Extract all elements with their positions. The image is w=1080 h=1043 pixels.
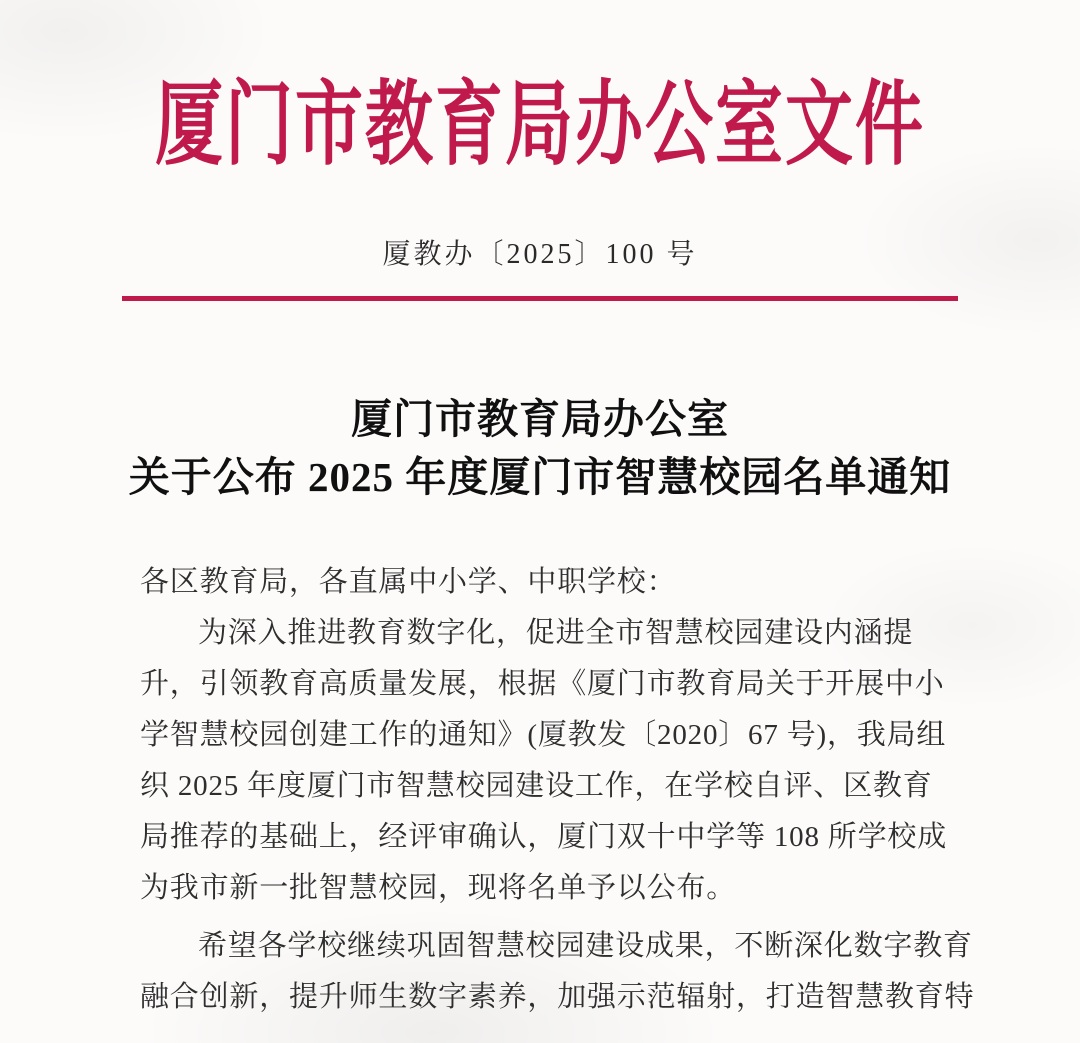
- body-line: 升，引领教育高质量发展，根据《厦门市教育局关于开展中小: [140, 668, 945, 700]
- body-line: 为我市新一批智慧校园，现将名单予以公布。: [140, 872, 737, 904]
- body-line: 学智慧校园创建工作的通知》(厦教发〔2020〕67 号)，我局组: [140, 719, 947, 751]
- document-title: [0, 390, 1080, 506]
- document-title-line2: 关于公布 2025 年度厦门市智慧校园名单通知: [128, 454, 952, 500]
- red-divider-rule: [122, 296, 958, 301]
- document-masthead-title: 厦门市教育局办公室文件: [154, 73, 925, 177]
- body-line: 融合创新，提升师生数字素养，加强示范辐射，打造智慧教育特: [140, 981, 975, 1013]
- body-line: 局推荐的基础上，经评审确认，厦门双十中学等 108 所学校成: [140, 821, 948, 853]
- body-line: 希望各学校继续巩固智慧校园建设成果，不断深化数字教育: [198, 930, 973, 962]
- body-line: 织 2025 年度厦门市智慧校园建设工作，在学校自评、区教育: [140, 770, 933, 802]
- document-title-line1: 厦门市教育局办公室: [351, 396, 729, 442]
- document-body: [140, 557, 975, 1023]
- body-line: 各区教育局，各直属中小学、中职学校：: [140, 566, 677, 598]
- document-number: 厦教办〔2025〕100 号: [382, 239, 698, 270]
- body-line: 为深入推进教育数字化，促进全市智慧校园建设内涵提: [198, 617, 914, 649]
